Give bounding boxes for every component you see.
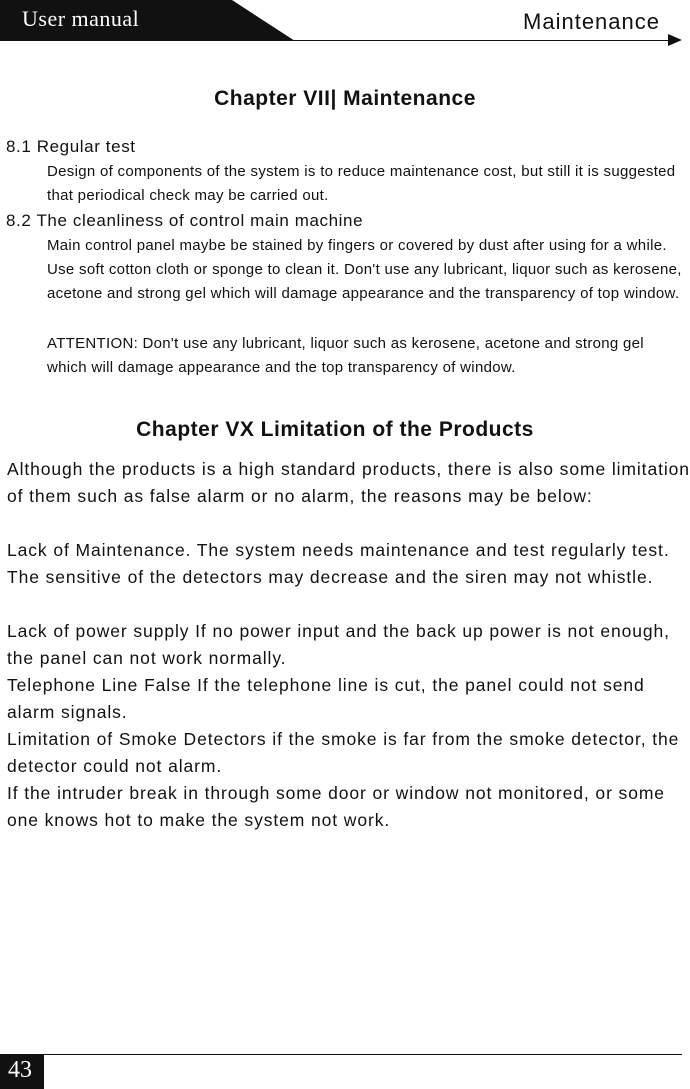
header-section-label: Maintenance bbox=[523, 9, 660, 34]
limitation-telephone: Telephone Line False If the telephone line is cut, the panel could not send alarm signals. bbox=[7, 675, 645, 722]
section-8-2-body: Main control panel maybe be stained by fingers or covered by dust after using for a while. Use soft cotton cloth or sponge to clean it. Don't use any lubricant, liquor such as kerosene, acetone and strong gel which will damage appearance and the transparency of top window. bbox=[47, 237, 682, 303]
section-8-2-title: 8.2 The cleanliness of control main machine bbox=[6, 211, 364, 230]
header-manual-label: User manual bbox=[22, 6, 140, 31]
page-number: 43 bbox=[8, 1057, 32, 1083]
attention-note: ATTENTION: Don't use any lubricant, liquor such as kerosene, acetone and strong gel which will damage appearance and the top transparency of window. bbox=[47, 335, 644, 377]
limitation-smoke-detectors: Limitation of Smoke Detectors if the smoke is far from the smoke detector, the detector could not alarm. bbox=[7, 729, 680, 776]
limitation-intruder: If the intruder break in through some door or window not monitored, or some one knows hot to make the system not work. bbox=[7, 783, 665, 830]
section-8-1-title: 8.1 Regular test bbox=[6, 137, 136, 156]
limitation-intro: Although the products is a high standard products, there is also some limitation of them such as false alarm or no alarm, the reasons may be below: bbox=[7, 459, 690, 506]
section-8-1-body: Design of components of the system is to reduce maintenance cost, but still it is suggested that periodical check may be carried out. bbox=[47, 163, 676, 205]
footer-rule bbox=[44, 1054, 682, 1055]
limitation-power: Lack of power supply If no power input and the back up power is not enough, the panel can not work normally. bbox=[7, 621, 670, 668]
header-rule bbox=[290, 40, 670, 41]
chapter-7-title: Chapter VII| Maintenance bbox=[214, 87, 476, 110]
chapter-9-title: Chapter VX Limitation of the Products bbox=[136, 418, 534, 441]
header-arrow-icon bbox=[668, 34, 682, 46]
limitation-maintenance: Lack of Maintenance. The system needs maintenance and test regularly test. The sensitive of the detectors may decrease and the siren may not whistle. bbox=[7, 540, 670, 587]
